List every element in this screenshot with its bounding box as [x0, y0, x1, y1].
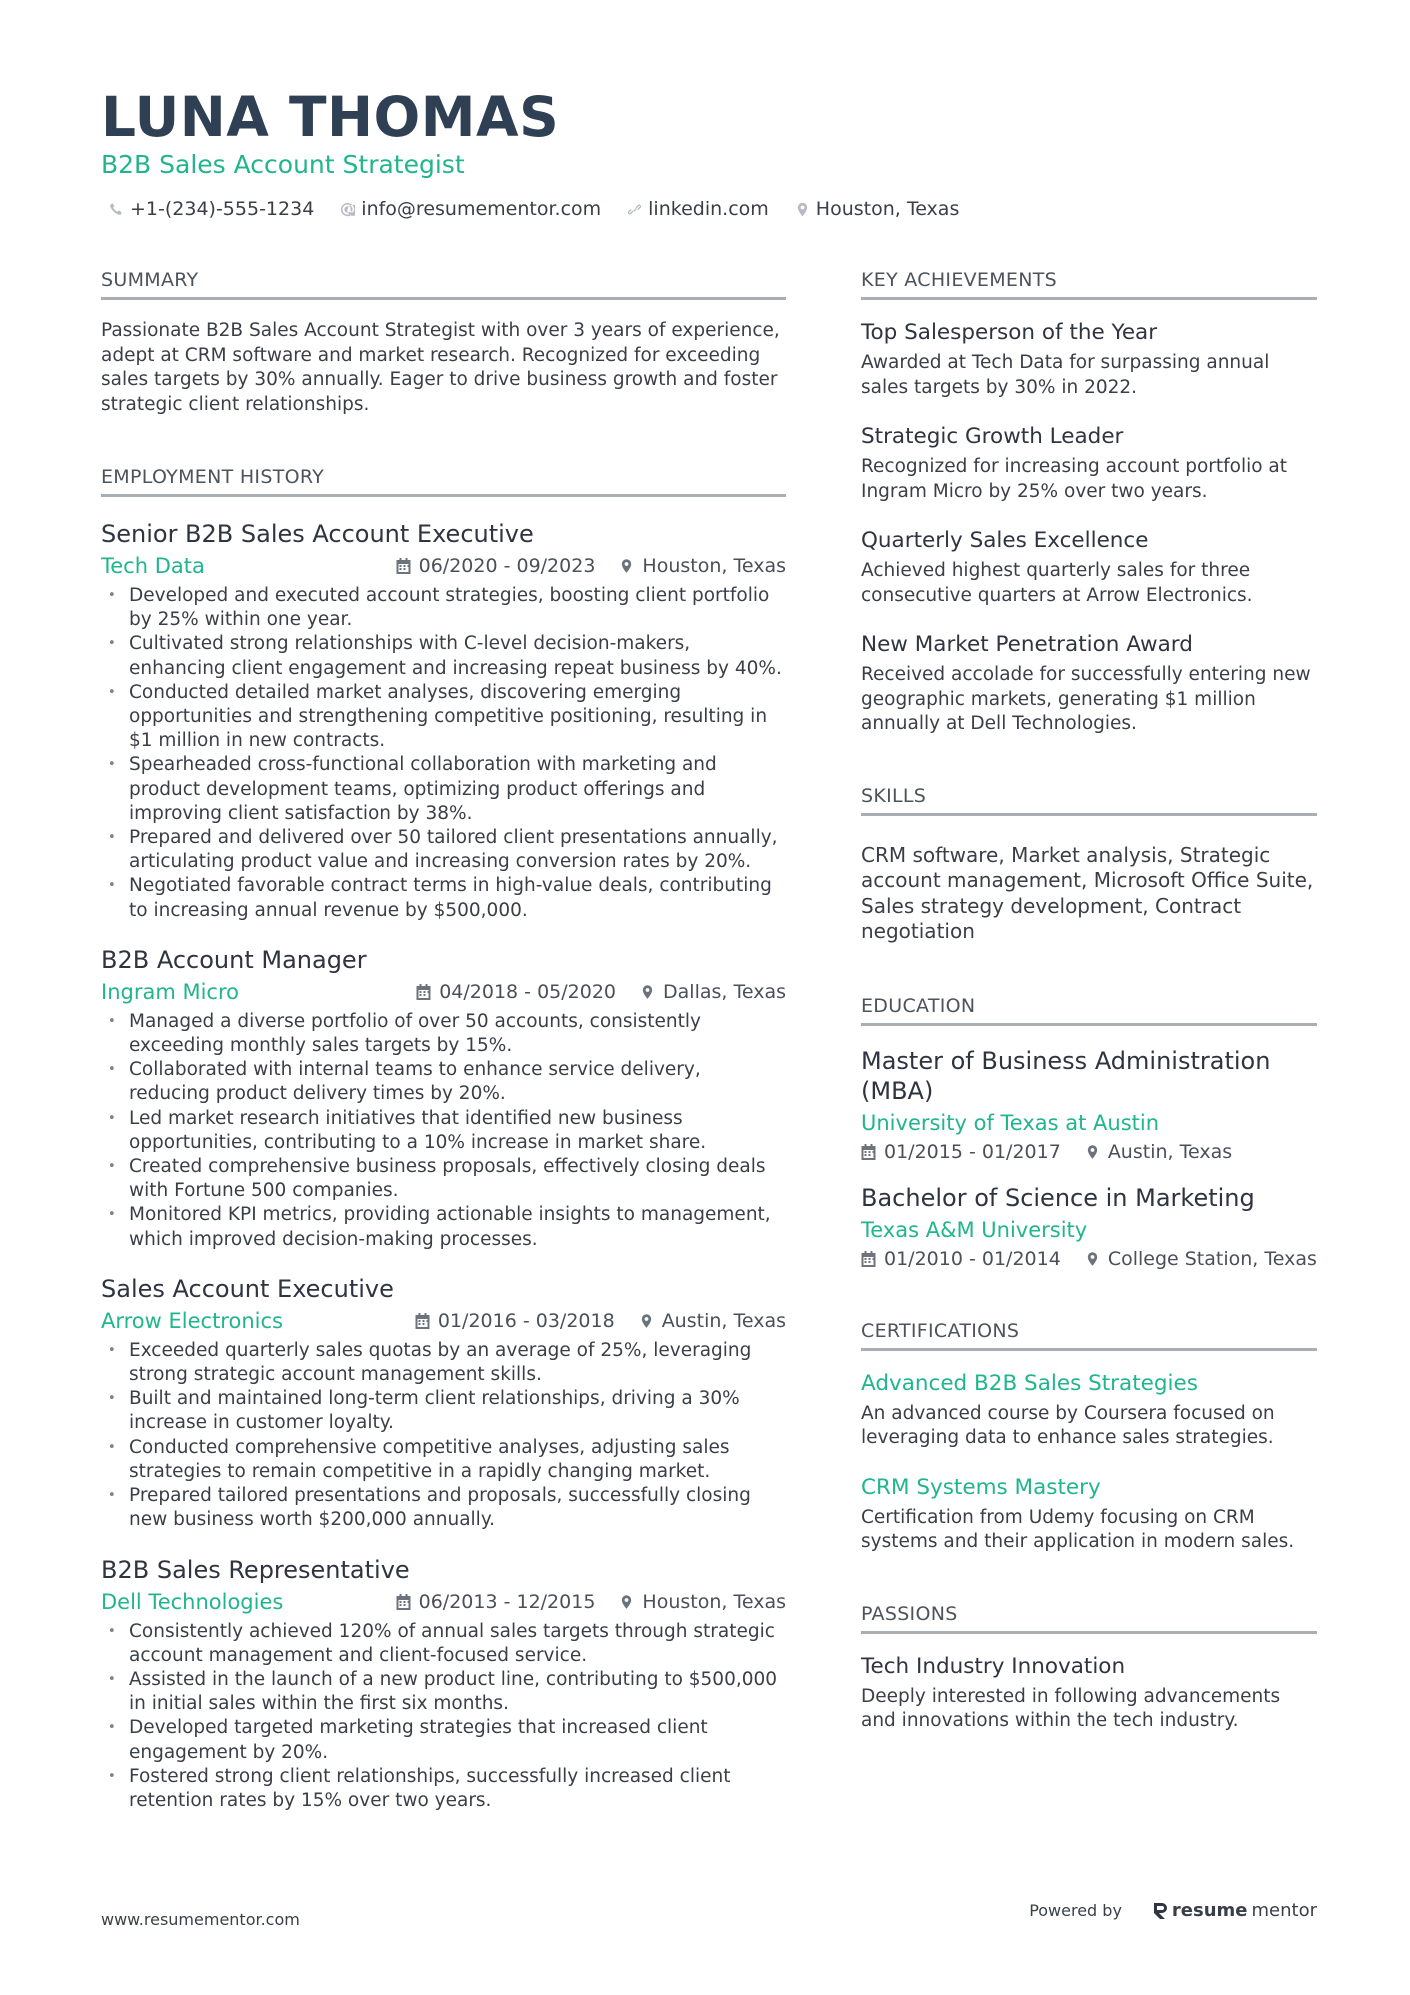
bullet: • Conducted detailed market analyses, discovering emerging opportunities and strengthening competitive positioning, resulting in $1 million in new contracts. — [101, 681, 786, 754]
education-item — [861, 1046, 1317, 1163]
achievement-item — [861, 423, 1317, 504]
job-bullets — [101, 1010, 786, 1252]
candidate-name: LUNA THOMAS — [101, 85, 560, 149]
cert-desc: Certification from Udemy focusing on CRM systems and their application in modern sales. — [861, 1506, 1295, 1552]
location-text: Houston, Texas — [815, 198, 960, 220]
edu-degree: Bachelor of Science in Marketing — [861, 1183, 1255, 1212]
job-location: Houston, Texas — [642, 555, 786, 577]
certification-item — [861, 1370, 1317, 1451]
passions-heading: PASSIONS — [861, 1603, 1317, 1634]
link-icon — [627, 202, 642, 217]
job-title: Sales Account Executive — [101, 1274, 394, 1303]
bullet: • Prepared and delivered over 50 tailored client presentations annually, articulating product value and increasing conversion rates by 20%. — [101, 826, 786, 874]
map-pin-icon — [619, 558, 634, 574]
edu-meta — [861, 1141, 1317, 1163]
bullet: • Developed targeted marketing strategies that increased client engagement by 20%. — [101, 1716, 786, 1764]
job-meta — [101, 1308, 786, 1334]
candidate-title: B2B Sales Account Strategist — [101, 150, 465, 179]
bullet: • Fostered strong client relationships, successfully increased client retention rates by 15% over two years. — [101, 1765, 786, 1813]
bullet: • Managed a diverse portfolio of over 50 accounts, consistently exceeding monthly sales targets by 15%. — [101, 1010, 786, 1058]
job-meta — [101, 979, 786, 1005]
achievement-title: Quarterly Sales Excellence — [861, 528, 1149, 553]
cert-title: Advanced B2B Sales Strategies — [861, 1370, 1198, 1396]
job-entry — [101, 519, 786, 923]
calendar-icon — [396, 1594, 411, 1610]
at-sign-icon — [340, 202, 355, 217]
achievement-title: Strategic Growth Leader — [861, 424, 1124, 449]
resumementor-logo-icon — [1152, 1901, 1168, 1921]
job-entry — [101, 1555, 786, 1814]
job-meta — [101, 553, 786, 579]
summary-heading: SUMMARY — [101, 269, 786, 300]
calendar-icon — [415, 1313, 430, 1329]
footer-powered — [1029, 1900, 1317, 1921]
job-company: Ingram Micro — [101, 979, 239, 1004]
edu-meta — [861, 1248, 1317, 1270]
job-company: Dell Technologies — [101, 1589, 284, 1614]
job-bullets — [101, 584, 786, 923]
job-title: Senior B2B Sales Account Executive — [101, 520, 534, 548]
footer-website[interactable]: www.resumementor.com — [101, 1910, 300, 1929]
left-column — [101, 269, 786, 1813]
job-bullets — [101, 1339, 786, 1533]
bullet: • Spearheaded cross-functional collaboration with marketing and product development teams, optimizing product offerings and improving client satisfaction by 38%. — [101, 753, 786, 826]
bullet: • Consistently achieved 120% of annual sales targets through strategic account management and client-focused service. — [101, 1620, 786, 1668]
bullet: • Built and maintained long-term client relationships, driving a 30% increase in customer loyalty. — [101, 1387, 786, 1435]
job-location: Dallas, Texas — [663, 980, 786, 1003]
bullet: • Developed and executed account strategies, boosting client portfolio by 25% within one year. — [101, 584, 786, 632]
map-pin-icon — [1085, 1251, 1100, 1267]
phone-icon — [109, 202, 124, 217]
education-item — [861, 1183, 1317, 1270]
passion-title: Tech Industry Innovation — [861, 1653, 1126, 1679]
map-pin-icon — [619, 1594, 634, 1610]
edu-location: College Station, Texas — [1107, 1247, 1317, 1270]
bullet: • Created comprehensive business proposals, effectively closing deals with Fortune 500 companies. — [101, 1155, 786, 1203]
job-dates: 06/2013 - 12/2015 — [418, 1590, 596, 1613]
job-title: B2B Sales Representative — [101, 1555, 410, 1584]
contact-phone — [109, 198, 314, 220]
brand-logo[interactable] — [1152, 1900, 1317, 1921]
summary-text: Passionate B2B Sales Account Strategist with over 3 years of experience, adept at CRM software and market research. Recognized for exceeding sales targets by 30% annually. Eager to drive business growth and foster strategic client relationships. — [101, 320, 780, 415]
bullet: • Prepared tailored presentations and proposals, successfully closing new business worth $200,000 annually. — [101, 1484, 786, 1532]
right-column — [861, 269, 1317, 1734]
calendar-icon — [861, 1251, 876, 1267]
map-pin-icon — [1085, 1144, 1100, 1160]
map-pin-icon — [795, 202, 810, 217]
cert-title: CRM Systems Mastery — [861, 1474, 1101, 1500]
contact-email[interactable] — [340, 198, 601, 220]
achievement-item — [861, 631, 1317, 737]
education-heading: EDUCATION — [861, 995, 1317, 1026]
edu-dates: 01/2015 - 01/2017 — [884, 1140, 1061, 1163]
brand-bold: resume — [1171, 1900, 1248, 1921]
contact-bar — [109, 198, 959, 220]
bullet: • Conducted comprehensive competitive analyses, adjusting sales strategies to remain competitive in a rapidly changing market. — [101, 1436, 786, 1484]
job-entry — [101, 945, 786, 1252]
edu-degree: Master of Business Administration (MBA) — [861, 1046, 1271, 1105]
achievement-item — [861, 319, 1317, 400]
achievement-title: New Market Penetration Award — [861, 632, 1193, 657]
bullet: • Monitored KPI metrics, providing actionable insights to management, which improved decision-making processes. — [101, 1203, 786, 1251]
map-pin-icon — [640, 984, 655, 1000]
bullet: • Negotiated favorable contract terms in high-value deals, contributing to increasing annual revenue by $500,000. — [101, 874, 786, 922]
bullet: • Assisted in the launch of a new product line, contributing to $500,000 in initial sales within the first six months. — [101, 1668, 786, 1716]
linkedin-link[interactable]: linkedin.com — [648, 198, 769, 220]
cert-desc: An advanced course by Coursera focused on leveraging data to enhance sales strategies. — [861, 1402, 1275, 1448]
achievement-title: Top Salesperson of the Year — [861, 320, 1158, 345]
passion-desc: Deeply interested in following advancements and innovations within the tech industry. — [861, 1685, 1281, 1731]
edu-dates: 01/2010 - 01/2014 — [884, 1247, 1061, 1270]
email-link[interactable]: info@resumementor.com — [361, 198, 602, 220]
edu-school: Texas A&M University — [861, 1217, 1088, 1242]
achievement-item — [861, 527, 1317, 608]
calendar-icon — [416, 984, 431, 1000]
bullet: • Collaborated with internal teams to enhance service delivery, reducing product delivery times by 20%. — [101, 1058, 786, 1106]
achievement-desc: Received accolade for successfully entering new geographic markets, generating $1 million annually at Dell Technologies. — [861, 664, 1311, 734]
passion-item — [861, 1653, 1317, 1734]
job-title: B2B Account Manager — [101, 945, 367, 974]
bullet: • Exceeded quarterly sales quotas by an average of 25%, leveraging strong strategic account management skills. — [101, 1339, 786, 1387]
skills-text: CRM software, Market analysis, Strategic account management, Microsoft Office Suite, Sales strategy development, Contract negotiation — [861, 842, 1314, 943]
job-location: Austin, Texas — [661, 1309, 786, 1332]
job-entry — [101, 1274, 786, 1533]
brand-light: mentor — [1251, 1900, 1317, 1921]
job-company: Arrow Electronics — [101, 1308, 283, 1333]
achievements-heading: KEY ACHIEVEMENTS — [861, 269, 1317, 300]
phone-text: +1-(234)-555-1234 — [130, 198, 315, 220]
skills-heading: SKILLS — [861, 785, 1317, 816]
certifications-heading: CERTIFICATIONS — [861, 1320, 1317, 1351]
job-dates: 06/2020 - 09/2023 — [418, 555, 596, 577]
employment-heading: EMPLOYMENT HISTORY — [101, 466, 786, 497]
edu-location: Austin, Texas — [1107, 1140, 1233, 1163]
job-location: Houston, Texas — [642, 1590, 786, 1613]
achievement-desc: Awarded at Tech Data for surpassing annual sales targets by 30% in 2022. — [861, 352, 1270, 398]
map-pin-icon — [639, 1313, 654, 1329]
bullet: • Led market research initiatives that identified new business opportunities, contributing to a 10% increase in market share. — [101, 1107, 786, 1155]
job-company: Tech Data — [101, 554, 205, 578]
certification-item — [861, 1474, 1317, 1555]
achievement-desc: Recognized for increasing account portfolio at Ingram Micro by 25% over two years. — [861, 456, 1288, 502]
job-meta — [101, 1589, 786, 1615]
contact-linkedin[interactable] — [627, 198, 769, 220]
achievement-desc: Achieved highest quarterly sales for three consecutive quarters at Arrow Electronics. — [861, 560, 1253, 606]
edu-school: University of Texas at Austin — [861, 1110, 1160, 1135]
calendar-icon — [396, 558, 411, 574]
calendar-icon — [861, 1144, 876, 1160]
job-dates: 04/2018 - 05/2020 — [439, 980, 617, 1003]
contact-location — [795, 198, 960, 220]
job-bullets — [101, 1620, 786, 1814]
bullet: • Cultivated strong relationships with C-level decision-makers, enhancing client engagement and increasing repeat business by 40%. — [101, 632, 786, 680]
jobs-list — [101, 519, 786, 1813]
job-dates: 01/2016 - 03/2018 — [437, 1309, 615, 1332]
powered-by-label: Powered by — [1029, 1901, 1122, 1920]
